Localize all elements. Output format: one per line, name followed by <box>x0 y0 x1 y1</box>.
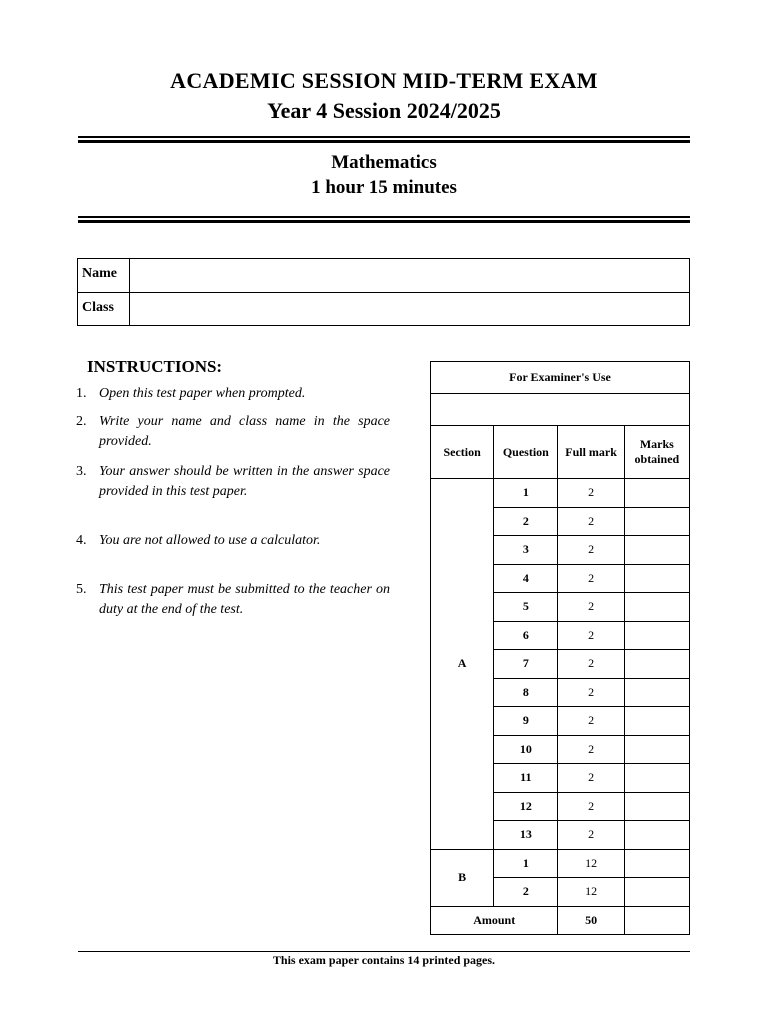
question-number: 5 <box>494 593 558 622</box>
marks-obtained-cell[interactable] <box>624 479 689 508</box>
header-divider-thick <box>78 140 690 143</box>
footer-note: This exam paper contains 14 printed pages. <box>272 953 496 967</box>
table-blank-row <box>431 394 690 426</box>
full-mark: 2 <box>558 650 624 679</box>
candidate-info-box <box>77 258 690 326</box>
examiner-use-title: For Examiner's Use <box>431 362 690 394</box>
header-question: Question <box>494 426 558 479</box>
exam-session: Year 4 Session 2024/2025 <box>267 98 501 123</box>
footer-divider <box>78 951 690 952</box>
table-header-row <box>431 426 690 479</box>
full-mark: 2 <box>558 536 624 565</box>
exam-duration: 1 hour 15 minutes <box>311 177 457 198</box>
blank-cell <box>431 394 690 426</box>
instruction-number: 3. <box>76 464 87 479</box>
examiner-table <box>430 361 690 935</box>
marks-obtained-cell[interactable] <box>624 735 689 764</box>
instruction-number: 1. <box>76 386 87 401</box>
instruction-item <box>76 531 390 551</box>
question-number: 1 <box>494 849 558 878</box>
instruction-text: Write your name and class name in the space provided. <box>99 414 390 449</box>
instructions-heading: INSTRUCTIONS: <box>87 357 223 376</box>
full-mark: 2 <box>558 564 624 593</box>
total-marks-obtained[interactable] <box>624 906 689 935</box>
exam-title: ACADEMIC SESSION MID-TERM EXAM <box>170 68 598 93</box>
instruction-text: Open this test paper when prompted. <box>99 386 306 401</box>
instruction-text: You are not allowed to use a calculator. <box>99 533 321 548</box>
question-number: 2 <box>494 878 558 907</box>
marks-obtained-cell[interactable] <box>624 650 689 679</box>
full-mark: 2 <box>558 507 624 536</box>
table-row <box>431 849 690 878</box>
full-mark: 2 <box>558 821 624 850</box>
question-number: 11 <box>494 764 558 793</box>
marks-obtained-cell[interactable] <box>624 878 689 907</box>
instruction-item <box>76 462 390 502</box>
class-row <box>78 293 689 326</box>
table-title-row <box>431 362 690 394</box>
instruction-item <box>76 580 390 620</box>
name-label: Name <box>78 259 130 292</box>
question-number: 1 <box>494 479 558 508</box>
question-number: 7 <box>494 650 558 679</box>
full-mark: 2 <box>558 479 624 508</box>
marks-obtained-cell[interactable] <box>624 536 689 565</box>
marks-obtained-cell[interactable] <box>624 764 689 793</box>
marks-obtained-cell[interactable] <box>624 507 689 536</box>
full-mark: 2 <box>558 792 624 821</box>
marks-obtained-cell[interactable] <box>624 849 689 878</box>
instruction-number: 5. <box>76 582 87 597</box>
marks-obtained-cell[interactable] <box>624 678 689 707</box>
question-number: 9 <box>494 707 558 736</box>
full-mark: 2 <box>558 678 624 707</box>
question-number: 3 <box>494 536 558 565</box>
marks-obtained-cell[interactable] <box>624 821 689 850</box>
instruction-item <box>76 384 390 404</box>
full-mark: 12 <box>558 849 624 878</box>
instruction-number: 4. <box>76 533 87 548</box>
header-marks-obtained: Marks obtained <box>624 426 689 479</box>
total-label: Amount <box>431 906 558 935</box>
section-label: B <box>431 849 494 906</box>
question-number: 12 <box>494 792 558 821</box>
marks-obtained-cell[interactable] <box>624 593 689 622</box>
full-mark: 2 <box>558 764 624 793</box>
question-number: 10 <box>494 735 558 764</box>
instruction-text: This test paper must be submitted to the teacher on duty at the end of the test. <box>99 582 390 617</box>
section-label: A <box>431 479 494 850</box>
subject-divider-thick <box>78 220 690 223</box>
header-full-mark: Full mark <box>558 426 624 479</box>
name-field[interactable] <box>132 259 689 292</box>
table-row <box>431 479 690 508</box>
full-mark: 2 <box>558 735 624 764</box>
question-number: 13 <box>494 821 558 850</box>
marks-obtained-cell[interactable] <box>624 707 689 736</box>
question-number: 8 <box>494 678 558 707</box>
class-label: Class <box>78 293 130 326</box>
total-row <box>431 906 690 935</box>
header-divider-thin <box>78 136 690 138</box>
header-section: Section <box>431 426 494 479</box>
question-number: 6 <box>494 621 558 650</box>
instruction-text: Your answer should be written in the answer space provided in this test paper. <box>99 464 390 499</box>
instruction-number: 2. <box>76 414 87 429</box>
full-mark: 2 <box>558 707 624 736</box>
question-number: 2 <box>494 507 558 536</box>
class-field[interactable] <box>132 293 689 326</box>
name-row <box>78 259 689 293</box>
subject-divider-thin <box>78 216 690 218</box>
full-mark: 2 <box>558 593 624 622</box>
question-number: 4 <box>494 564 558 593</box>
full-mark: 12 <box>558 878 624 907</box>
full-mark: 2 <box>558 621 624 650</box>
marks-obtained-cell[interactable] <box>624 621 689 650</box>
marks-obtained-cell[interactable] <box>624 792 689 821</box>
total-mark: 50 <box>558 906 624 935</box>
subject-title: Mathematics <box>331 152 437 173</box>
instruction-item <box>76 412 390 452</box>
marks-obtained-cell[interactable] <box>624 564 689 593</box>
